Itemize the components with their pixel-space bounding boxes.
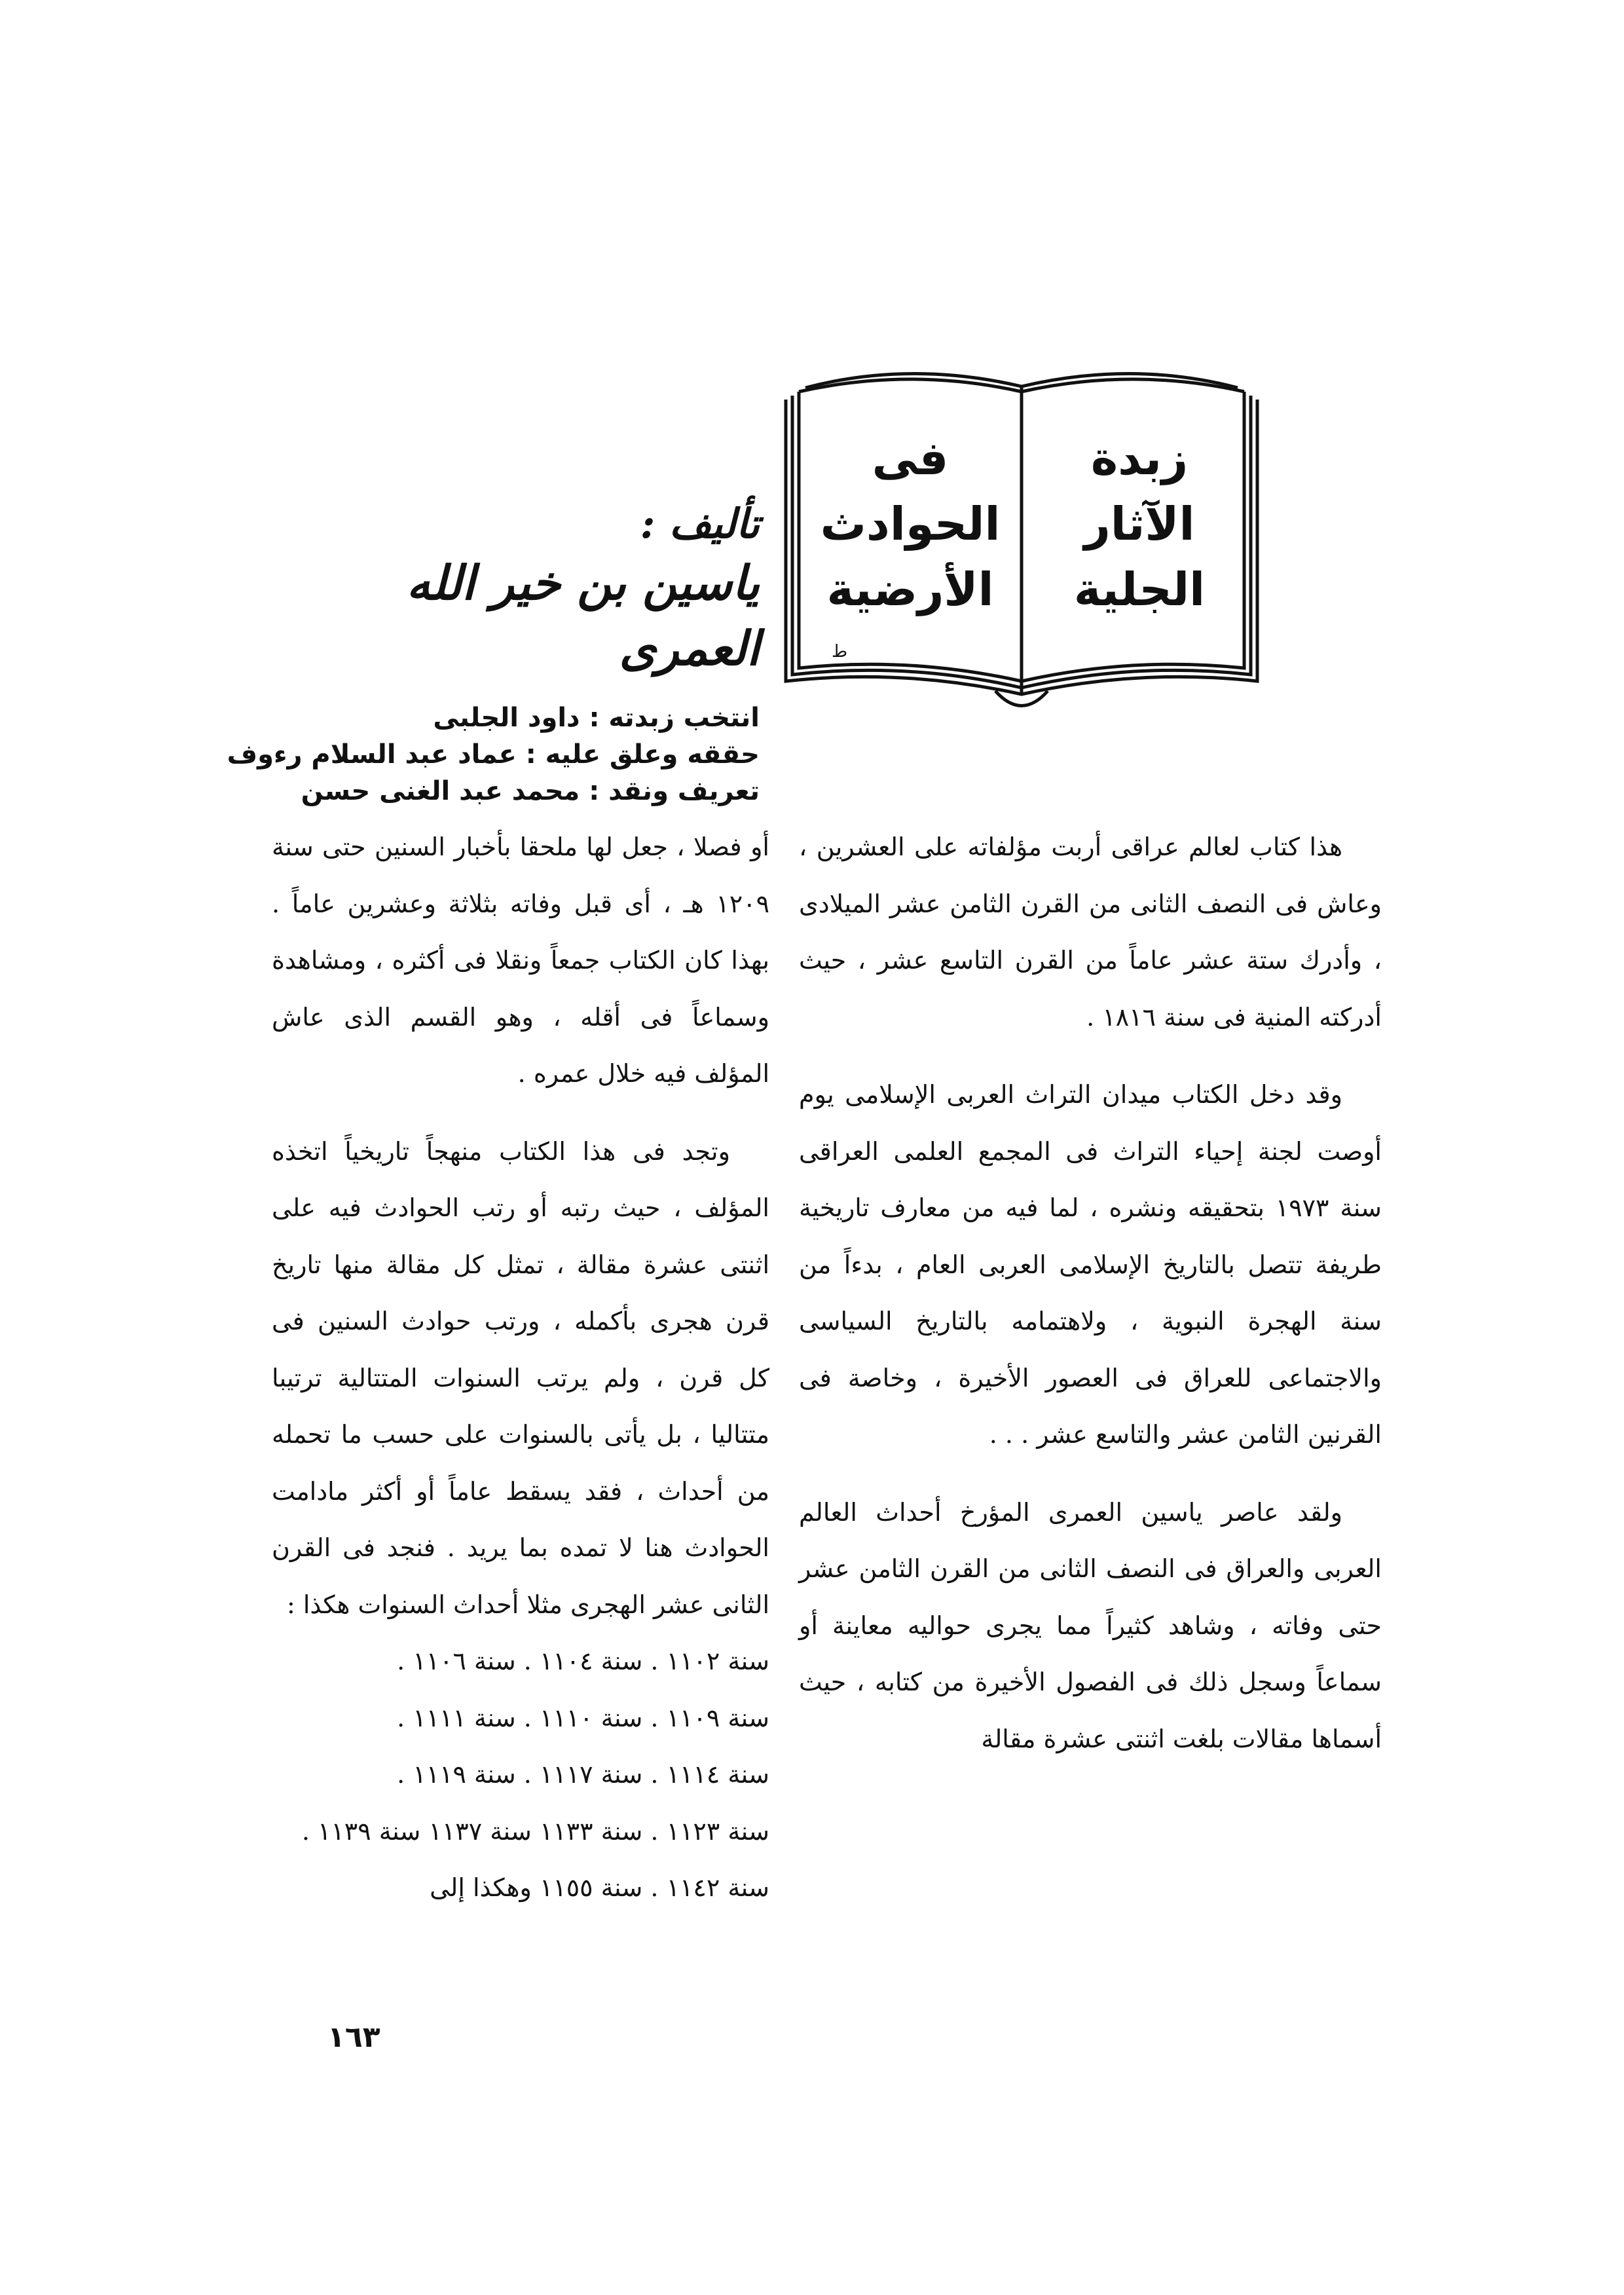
page-number: ١٦٣ xyxy=(327,2021,380,2054)
author-name: ياسين بن خير الله العمرى xyxy=(406,555,760,676)
author-label: تأليف : xyxy=(640,500,760,548)
paragraph-continuation: أو فصلا ، جعل لها ملحقا بأخبار السنين حتى سنة ١٢٠٩ هـ ، أى قبل وفاته بثلاثة وعشرين عاماً . بهذا كان الكتاب جمعاً ونقلا فى أكثره ، ومشاهدة وسماعاً فى أقله ، وهو القسم الذى عاش المؤلف فيه خلال عمره . xyxy=(272,832,769,1088)
years-line: سنة ١١٠٢ . سنة ١١٠٤ . سنة ١١٠٦ . xyxy=(397,1647,769,1675)
years-line: سنة ١١٤٢ . سنة ١١٥٥ وهكذا إلى xyxy=(430,1873,769,1902)
paragraph: ولقد عاصر ياسين العمرى المؤرخ أحداث العالم العربى والعراق فى النصف الثانى من القرن الثامن عشر حتى وفاته ، وشاهد كثيراً مما يجرى حواليه معاينة أو سماعاً وسجل ذلك فى الفصول الأخيرة من كتابه ، حيث أسماها مقالات بلغت اثنتى عشرة مقالة xyxy=(799,1497,1382,1753)
years-line: سنة ١١٠٩ . سنة ١١١٠ . سنة ١١١١ . xyxy=(397,1703,769,1732)
credit-review: تعريف ونقد : محمد عبد الغنى حسن xyxy=(301,776,760,806)
book-emblem xyxy=(773,354,1270,720)
paragraph: هذا كتاب لعالم عراقى أربت مؤلفاته على العشرين ، وعاش فى النصف الثانى من القرن الثامن عشر الميلادى ، وأدرك ستة عشر عاماً من القرن التاسع عشر ، حيث أدركته المنية فى سنة ١٨١٦ . xyxy=(799,832,1382,1032)
credit-editor: حققه وعلق عليه : عماد عبد السلام رءوف xyxy=(227,739,760,770)
paragraph: وتجد فى هذا الكتاب منهجاً تاريخياً اتخذه المؤلف ، حيث رتبه أو رتب الحوادث فيه على اثنتى عشرة مقالة ، تمثل كل مقالة منها تاريخ قرن هجرى بأكمله ، ورتب حوادث السنين فى كل قرن ، ولم يرتب السنوات المتتالية ترتيبا متتاليا ، بل يأتى بالسنوات على حسب ما تحمله من أحداث ، فقد يسقط عاماً أو أكثر مادامت الحوادث هنا لا تمده بما يريد . فنجد فى القرن الثانى عشر الهجرى مثلا أحداث السنوات هكذا : xyxy=(272,1136,769,1619)
credit-selection: انتخب زبدته : داود الجلبى xyxy=(433,703,760,733)
book-title-line: زبدة xyxy=(1090,432,1189,485)
paragraph: وقد دخل الكتاب ميدان التراث العربى الإسلامى يوم أوصت لجنة إحياء التراث فى المجمع العلمى العراقى سنة ١٩٧٣ بتحقيقه ونشره ، لما فيه من معارف تاريخية طريفة تتصل بالتاريخ الإسلامى العربى العام ، بدءاً من سنة الهجرة النبوية ، ولاهتمامه بالتاريخ السياسى والاجتماعى للعراق فى العصور الأخيرة ، وخاصة فى القرنين الثامن عشر والتاسع عشر . . . xyxy=(799,1080,1382,1449)
book-title-line: الأرضية xyxy=(826,563,994,616)
years-line: سنة ١١١٤ . سنة ١١١٧ . سنة ١١١٩ . xyxy=(397,1760,769,1789)
book-title-right xyxy=(1041,426,1238,622)
book-title-line: الآثار xyxy=(1084,497,1195,551)
book-title-line: الحوادث xyxy=(820,497,1001,551)
book-title-line: فى xyxy=(872,432,949,485)
right-column xyxy=(799,819,1382,1788)
author-block xyxy=(227,498,760,810)
book-title-left xyxy=(812,426,1008,622)
credits xyxy=(227,700,760,810)
book-mark: ط xyxy=(832,642,848,662)
book-title-line: الجلية xyxy=(1073,563,1206,616)
left-column xyxy=(272,819,769,1916)
years-list xyxy=(272,1633,769,1916)
years-line: سنة ١١٢٣ . سنة ١١٣٣ سنة ١١٣٧ سنة ١١٣٩ . xyxy=(301,1816,769,1846)
